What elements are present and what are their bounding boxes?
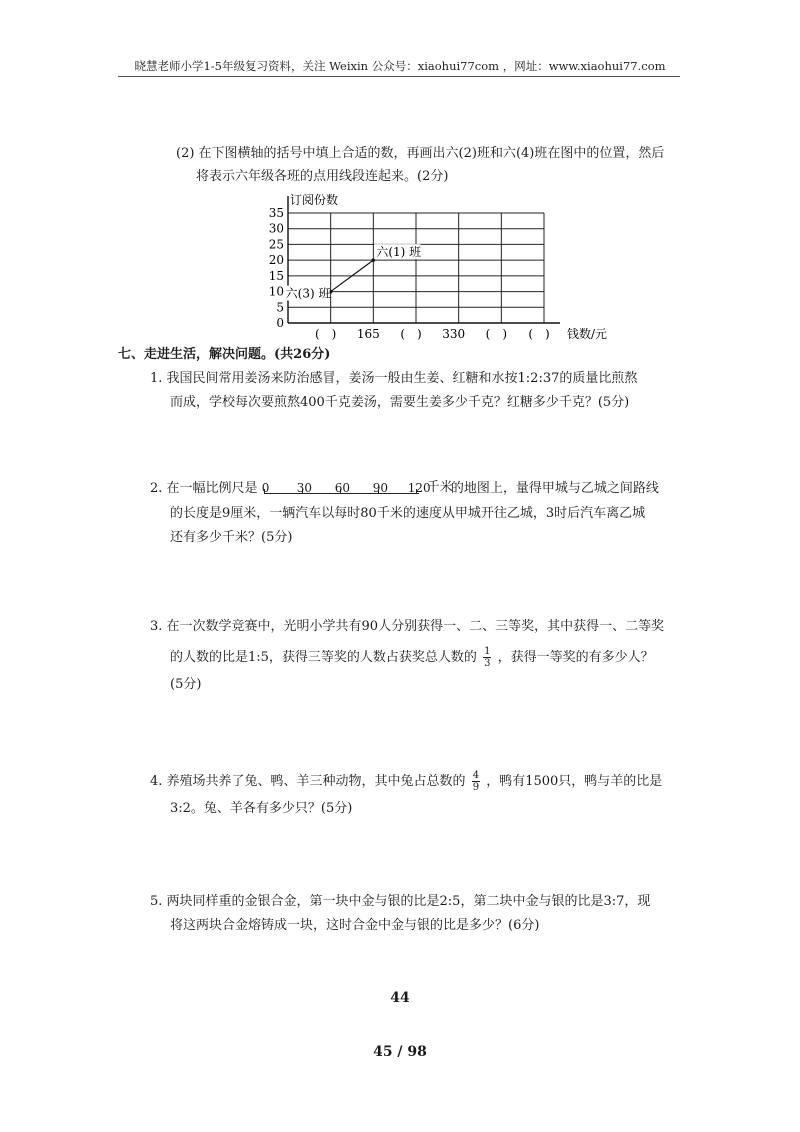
y-tick-label: 20 [268,253,284,268]
y-tick-label: 5 [276,300,284,315]
book-page-number: 44 [390,990,410,1006]
x-tick-label: 330 [442,327,466,341]
fraction-four-ninths [472,770,480,793]
section7-title: 七、走进生活，解决问题。(共26分) [118,347,331,362]
q2-post-text: 的地图上，量得甲城与乙城之间路线 [450,481,659,496]
map-scale-bar [261,480,453,498]
q2-line1 [150,480,659,498]
header-divider [118,76,680,77]
scale-label: 30 [296,481,312,495]
fraction-denominator: 9 [472,782,480,793]
x-tick-label: 165 [356,327,380,341]
q3-line2 [170,646,654,669]
task2-line1: (2) 在下图横轴的括号中填上合适的数，再画出六(2)班和六(4)班在图中的位置，然后 [176,146,665,161]
task2-line2: 将表示六年级各班的点用线段连起来。(2分) [196,169,449,184]
x-tick-label: ( ) [400,327,422,341]
q3-line2-pre: 的人数的比是1:5，获得三等奖的人数占获奖总人数的 [170,650,477,665]
chart-axes [285,196,560,323]
q1-line1: 1. 我国民间常用姜汤来防治感冒，姜汤一般由生姜、红糖和水按1:2:37的质量比煎熬 [150,371,638,386]
q4-line2: 3:2。兔、羊各有多少只？(5分) [170,801,353,816]
scale-label: 0 [261,481,270,495]
y-tick-label: 15 [268,268,284,283]
x-tick-label: ( ) [485,327,508,341]
fraction-one-third [483,646,491,669]
q3-line3: (5分) [170,677,202,692]
q1-line2: 而成，学校每次要煎熬400千克姜汤，需要生姜多少千克？红糖多少千克？(5分) [170,395,630,410]
q3-line1: 3. 在一次数学竞赛中，光明小学共有90人分别获得一、二、三等奖，其中获得一、二等奖 [150,619,665,634]
chart-grid [285,213,544,323]
line-chart [254,192,634,352]
q2-pre-text: 2. 在一幅比例尺是 [150,481,258,496]
x-tick-label: ( ) [528,327,550,341]
page-header: 晓慧老师小学1-5年级复习资料，关注 Weixin 公众号：xiaohui77com ，网址：www.xiaohui77.com [134,59,666,73]
chart-x-ticks [315,327,550,341]
x-tick-label: ( ) [314,327,337,341]
fraction-numerator: 4 [472,770,480,781]
fraction-denominator: 3 [484,658,491,669]
y-tick-label: 0 [276,316,284,330]
pdf-page-indicator: 45 / 98 [373,1044,427,1060]
y-tick-label: 35 [268,206,284,220]
data-point-label: 六(1) 班 [376,245,422,260]
scale-label: 60 [334,481,350,495]
y-tick-label: 30 [268,221,284,236]
q5-line1: 5. 两块同样重的金银合金，第一块中金与银的比是2:5，第二块中金与银的比是3:7，现 [150,894,651,909]
chart-y-axis-label: 订阅份数 [290,193,339,207]
y-tick-label: 10 [268,284,284,299]
scale-label: 120 [407,481,431,495]
q4-line1 [150,770,662,793]
chart-y-ticks [269,206,284,330]
q2-line3: 还有多少千米？(5分) [170,530,293,545]
data-point-label: 六(3) 班 [285,286,331,301]
chart-x-axis-label: 钱数/元 [567,327,608,341]
q5-line2: 将这两块合金熔铸成一块，这时合金中金与银的比是多少？(6分) [170,918,540,933]
scale-unit: 千米 [426,480,453,495]
q4-line1-pre: 4. 养殖场共养了兔、鸭、羊三种动物，其中兔占总数的 [150,774,466,789]
q3-line2-post: ，获得一等奖的有多少人？ [497,650,654,665]
q2-line2: 的长度是9厘米，一辆汽车以每时80千米的速度从甲城开往乙城，3时后汽车离乙城 [170,506,646,521]
q4-line1-post: ，鸭有1500只，鸭与羊的比是 [486,774,663,789]
scale-label: 90 [372,481,388,495]
chart-series [284,244,421,300]
y-tick-label: 25 [268,237,284,252]
fraction-numerator: 1 [484,646,491,657]
